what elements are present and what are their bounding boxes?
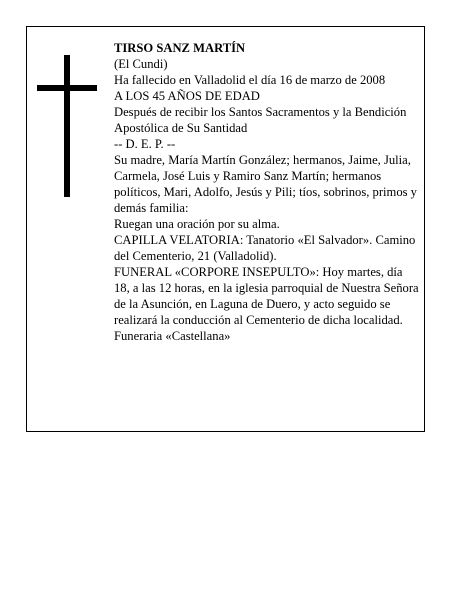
cross-horizontal-bar bbox=[37, 85, 97, 91]
cross-vertical-bar bbox=[64, 55, 70, 197]
sacraments-text: Después de recibir los Santos Sacramentos y la Bendición Apostólica de Su Santidad bbox=[114, 105, 407, 135]
prayer-text: Ruegan una oración por su alma. bbox=[114, 217, 280, 231]
notice-text bbox=[114, 40, 419, 344]
chapel-text: CAPILLA VELATORIA: Tanatorio «El Salvador». Camino del Cementerio, 21 (Valladolid). bbox=[114, 233, 416, 263]
family-text: Su madre, María Martín González; hermanos, Jaime, Julia, Carmela, José Luis y Ramiro Sanz Martín; hermanos políticos, Mari, Adolfo, Jesús y Pili; tíos, sobrinos, primos y demás familia: bbox=[114, 153, 417, 215]
age-line: A LOS 45 AÑOS DE EDAD bbox=[114, 89, 260, 103]
cross-icon bbox=[37, 55, 97, 197]
funeral-home: Funeraria «Castellana» bbox=[114, 329, 231, 343]
obituary-notice bbox=[26, 26, 425, 432]
deceased-name: TIRSO SANZ MARTÍN bbox=[114, 41, 246, 55]
funeral-text: FUNERAL «CORPORE INSEPULTO»: Hoy martes, día 18, a las 12 horas, en la iglesia parroquial de Nuestra Señora de la Asunción, en Laguna de Duero, y acto seguido se realizará la conducción al Cementerio de dicha localidad. bbox=[114, 265, 419, 327]
dep-line: -- D. E. P. -- bbox=[114, 137, 176, 151]
death-info: Ha fallecido en Valladolid el día 16 de marzo de 2008 bbox=[114, 73, 386, 87]
deceased-nickname: (El Cundi) bbox=[114, 57, 168, 71]
